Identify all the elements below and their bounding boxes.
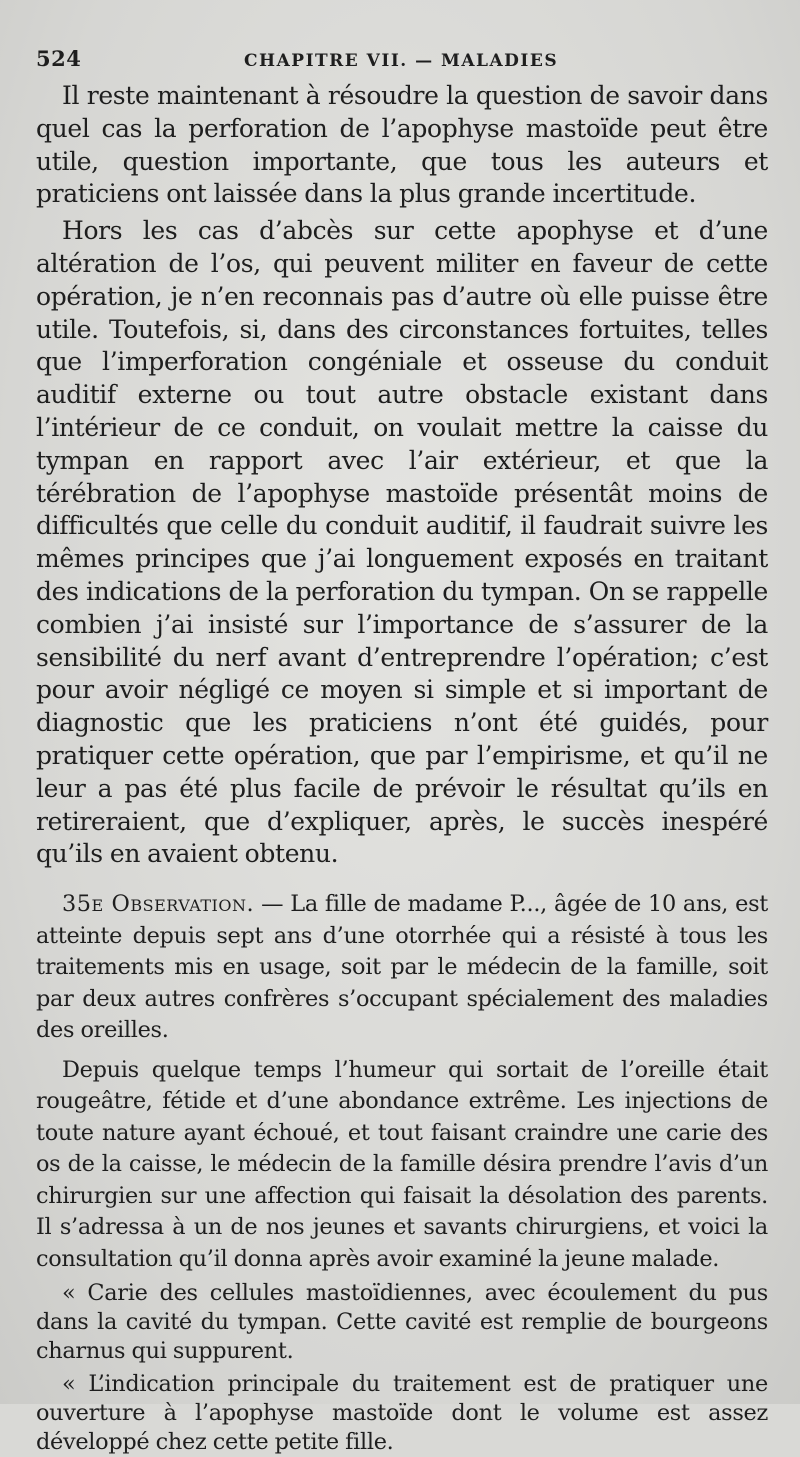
paragraph: Hors les cas d’abcès sur cette apophyse et d’une altération de l’os, qui peuvent militer en faveur de cette opération, je n’en reconnais pas d’autre où elle puisse être utile. Toutefois, si, dans des circonstances fortuites, telles que l’imperforation congéniale et osseuse du conduit auditif externe ou tout autre obstacle existant dans l’intérieur de ce conduit, on voulait mettre la caisse du tympan en rapport avec l’air extérieur, et que la térébration de l’apophyse mastoïde présentât moins de difficultés que celle du conduit auditif, il faudrait suivre les mêmes principes que j’ai longuement exposés en traitant des indications de la perforation du tympan. On se rappelle combien j’ai insisté sur l’importance de s’assurer de la sensibilité du nerf avant d’entreprendre l’opération; c’est pour avoir négligé ce moyen si simple et si important de diagnostic que les praticiens n’ont été guidés, pour pratiquer cette opération, que par l’empirisme, et qu’il ne leur a pas été plus facile de prévoir le résultat qu’ils en retireraient, que d’expliquer, après, le succès inespéré qu’ils en avaient obtenu. [36, 216, 768, 869]
observation-text: — La fille de madame P..., âgée de 10 ans, est atteinte depuis sept ans d’une otorrhée qui a résisté à tous les traitements mis en usage, soit par le médecin de la famille, soit par deux autres confrères s’occupant spécialement des maladies des oreilles. [36, 891, 768, 1044]
page-number: 524 [36, 46, 82, 71]
chapter-title: CHAPITRE VII. — MALADIES [244, 51, 559, 71]
observation-paragraph [36, 889, 768, 1047]
running-head [36, 46, 768, 78]
observation-label: 35e Observation. [62, 891, 255, 918]
quote-paragraph: « Carie des cellules mastoïdiennes, avec écoulement du pus dans la cavité du tympan. Cette cavité est remplie de bourgeons charnus qui suppurent. [36, 1280, 768, 1365]
paragraph: Il reste maintenant à résoudre la question de savoir dans quel cas la perforation de l’apophyse mastoïde peut être utile, question importante, que tous les auteurs et praticiens ont laissée dans la plus grande incertitude. [36, 81, 768, 209]
body-text [36, 80, 768, 1457]
quote-paragraph: « L’indication principale du traitement est de pratiquer une ouverture à l’apophyse mastoïde dont le volume est assez développé chez cette petite fille. [36, 1371, 768, 1456]
paragraph: Depuis quelque temps l’humeur qui sortait de l’oreille était rougeâtre, fétide et d’une abondance extrême. Les injections de toute nature ayant échoué, et tout faisant craindre une carie des os de la caisse, le médecin de la famille désira prendre l’avis d’un chirurgien sur une affection qui faisait la désolation des parents. Il s’adressa à un de nos jeunes et savants chirurgiens, et voici la consultation qu’il donna après avoir examiné la jeune malade. [36, 1056, 768, 1272]
